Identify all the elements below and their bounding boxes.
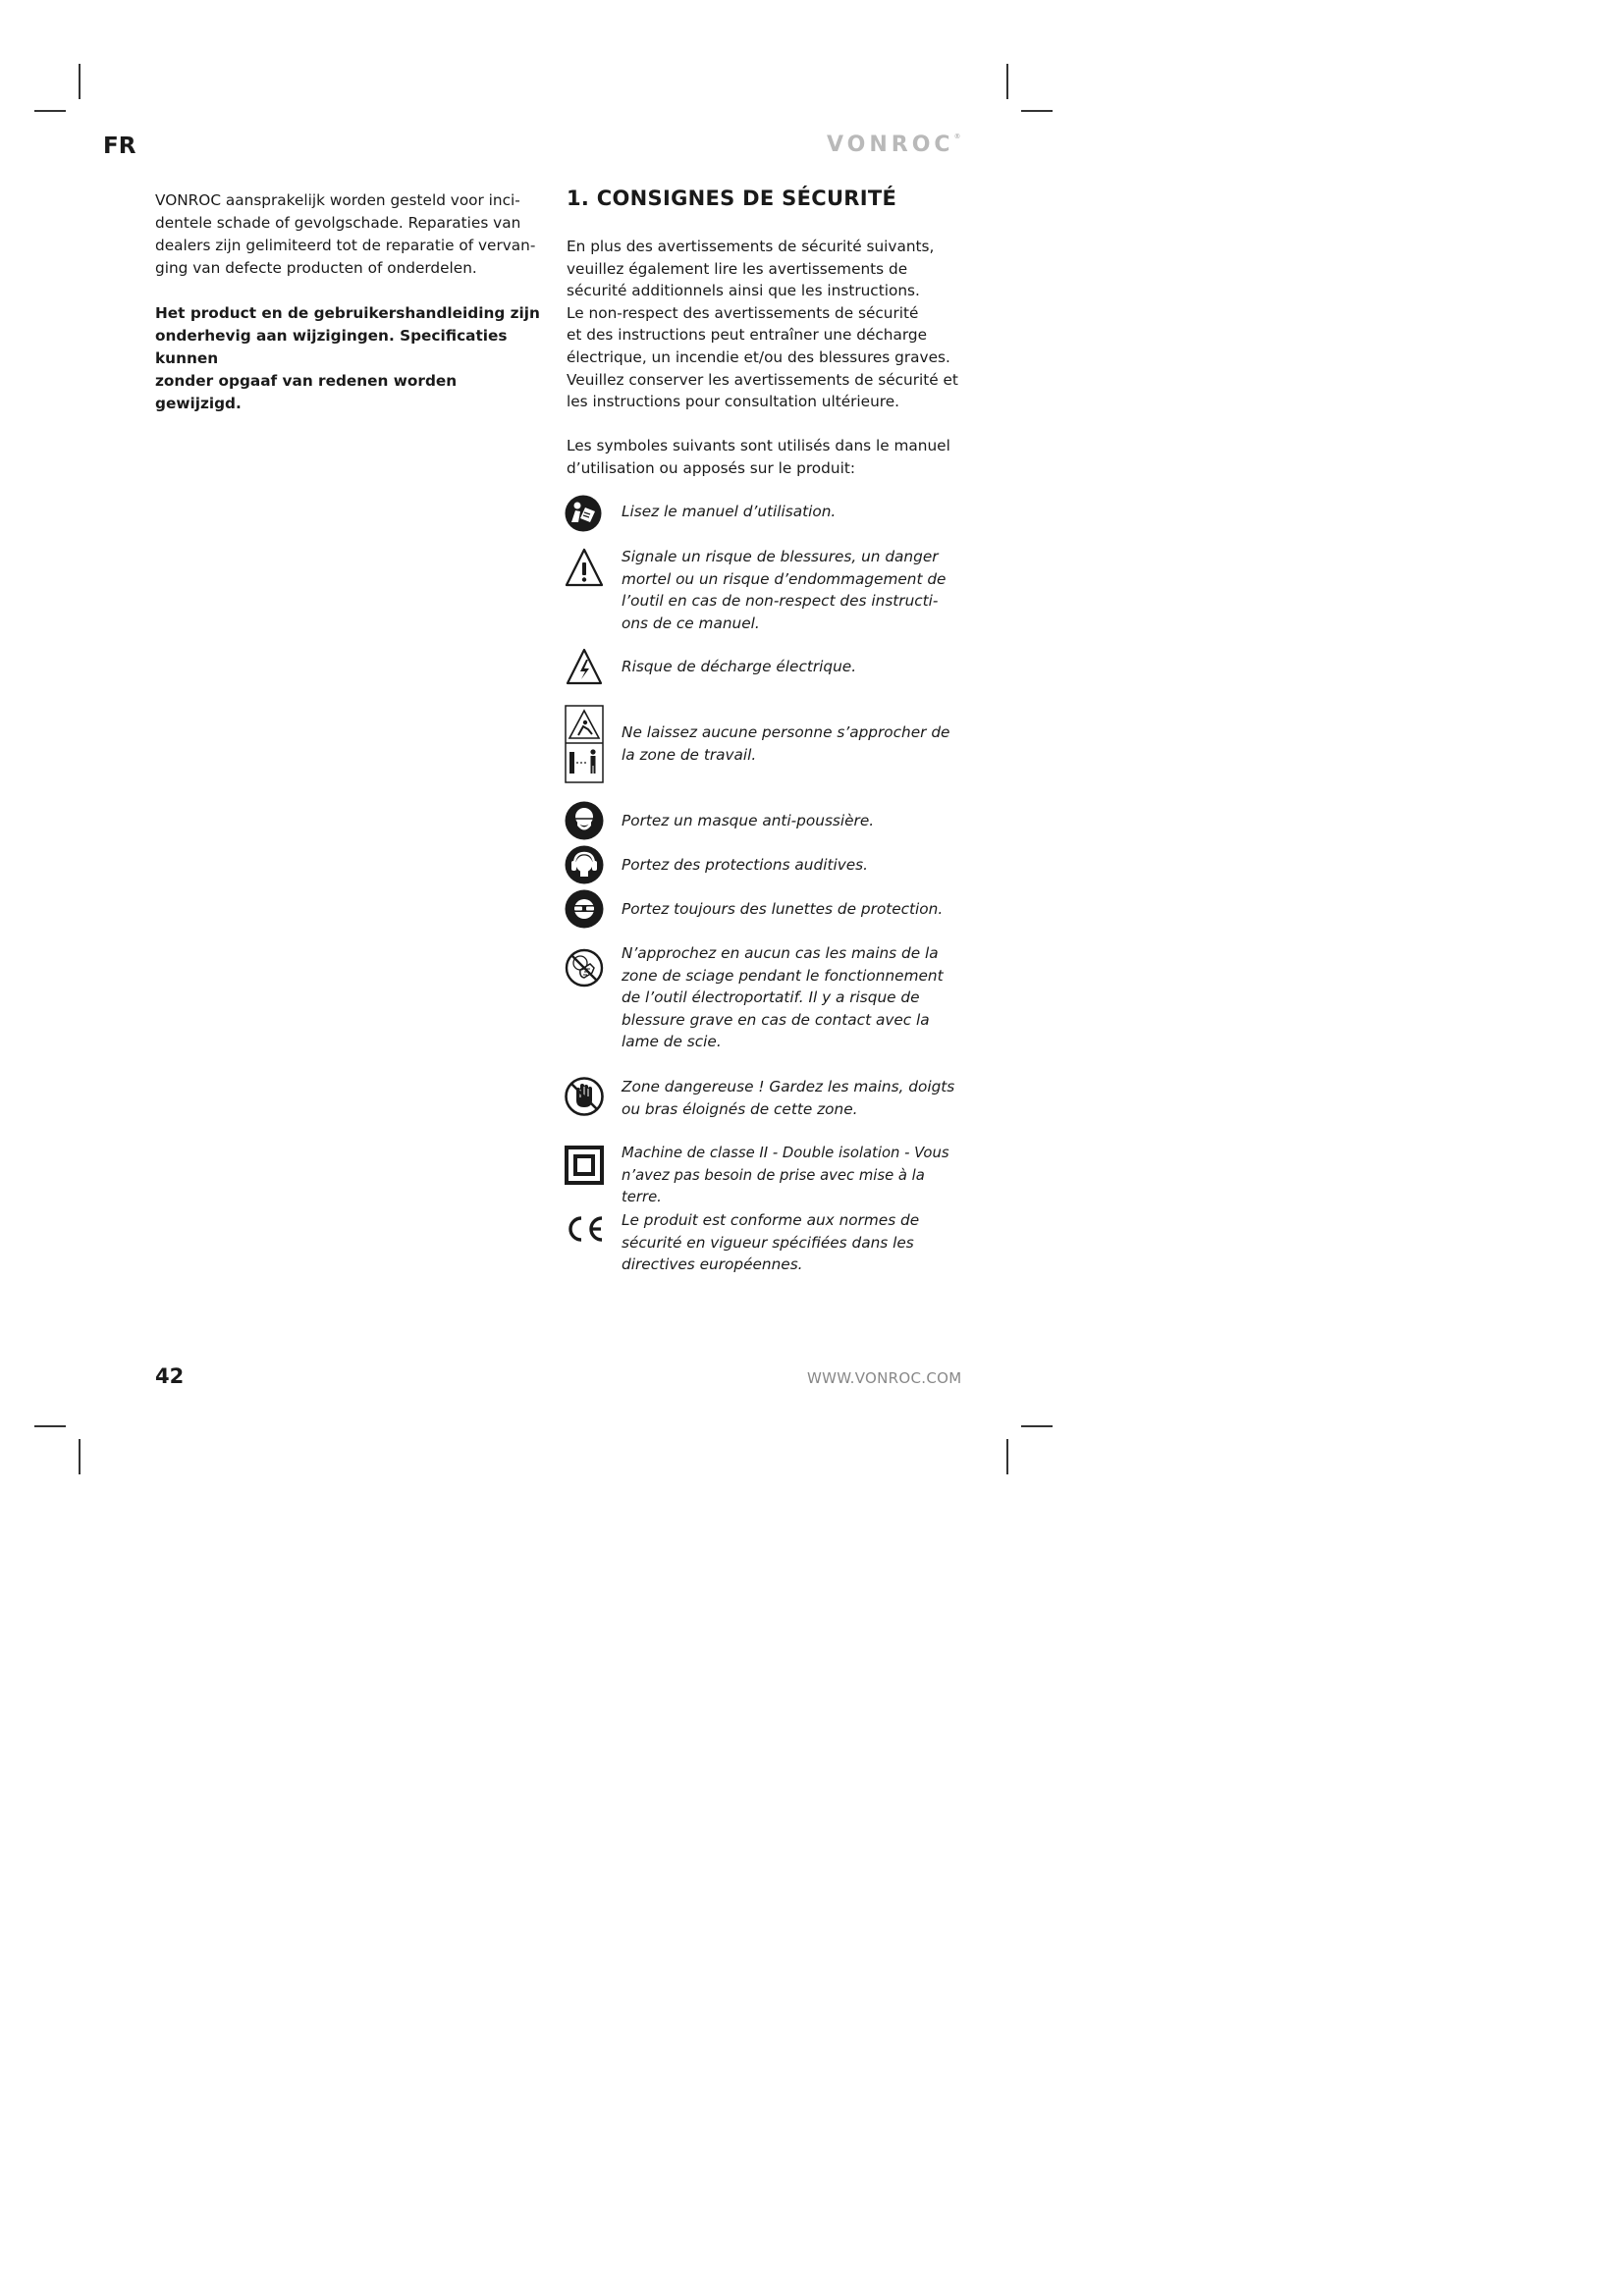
read-manual-icon	[565, 495, 602, 532]
website-url: WWW.VONROC.COM	[807, 1369, 962, 1387]
crop-mark	[79, 64, 81, 99]
symbol-text-dust-mask: Portez un masque anti-poussière.	[622, 812, 875, 829]
dust-mask-icon	[565, 801, 604, 840]
warning-triangle-icon	[565, 547, 604, 590]
symbol-text-electric: Risque de décharge électrique.	[622, 658, 857, 675]
section-intro: En plus des avertissements de sécurité suivants, veuillez également lire les avertissements de sécurité additionnels ainsi que les instructions. Le non-respect des avertissements de sécurité et des instructions peut entraîner une décharge électrique, un incendie et/ou des blessures graves. Veuillez conserver les avertissements de sécurité et les instructions pour consultation ultérieure.	[567, 238, 958, 411]
symbol-text-read-manual: Lisez le manuel d’utilisation.	[622, 503, 837, 520]
crop-mark	[1021, 110, 1053, 112]
symbol-text-class-ii: Machine de classe II - Double isolation - Vous n’avez pas besoin de prise avec mise à la terre.	[622, 1145, 949, 1206]
crop-mark	[1006, 64, 1008, 99]
safety-glasses-icon	[565, 889, 604, 929]
liability-paragraph: VONROC aansprakelijk worden gesteld voor inci- dentele schade of gevolgschade. Reparaties van dealers zijn gelimiteerd tot de reparatie of vervan- ging van defecte producten of onderdelen.	[155, 191, 536, 277]
crop-mark	[34, 1425, 66, 1427]
symbol-text-ear-protection: Portez des protections auditives.	[622, 856, 869, 874]
crop-mark	[34, 110, 66, 112]
symbol-text-safety-glasses: Portez toujours des lunettes de protection.	[622, 900, 944, 918]
no-hands-saw-icon	[565, 948, 604, 988]
symbol-text-warning: Signale un risque de blessures, un danger mortel ou un risque d’endommagement de l’outil en cas de non-respect des instructi- ons de ce manuel.	[622, 548, 947, 632]
symbol-text-no-hands: N’approchez en aucun cas les mains de la zone de sciage pendant le fonctionnement de l’outil électroportatif. Il y a risque de blessure grave en cas de contact avec la lame de scie.	[622, 944, 944, 1051]
crop-mark	[79, 1439, 81, 1474]
symbols-intro: Les symboles suivants sont utilisés dans le manuel d’utilisation ou apposés sur le produit:	[567, 437, 950, 477]
class-ii-double-insulation-icon	[565, 1146, 604, 1185]
symbol-text-bystanders: Ne laissez aucune personne s’approcher de la zone de travail.	[622, 723, 950, 764]
ear-protection-icon	[565, 845, 604, 884]
electric-shock-icon	[566, 647, 603, 687]
crop-mark	[1006, 1439, 1008, 1474]
section-title: 1. CONSIGNES DE SÉCURITÉ	[567, 187, 897, 210]
page-number: 42	[155, 1364, 185, 1388]
crop-mark	[1021, 1425, 1053, 1427]
symbol-text-danger-zone: Zone dangereuse ! Gardez les mains, doigts ou bras éloignés de cette zone.	[622, 1078, 955, 1118]
left-column	[155, 189, 543, 415]
ce-mark-icon	[565, 1215, 606, 1243]
change-notice: Het product en de gebruikershandleiding zijn onderhevig aan wijzigingen. Specificaties kunnen zonder opgaaf van redenen worden gewijzigd.	[155, 304, 540, 412]
brand-logo: VONROC®	[827, 133, 961, 157]
language-code: FR	[103, 133, 136, 159]
danger-zone-hand-icon	[565, 1077, 604, 1116]
symbol-text-ce: Le produit est conforme aux normes de sécurité en vigueur spécifiées dans les directives européennes.	[622, 1211, 920, 1274]
keep-bystanders-away-icon	[565, 705, 604, 783]
